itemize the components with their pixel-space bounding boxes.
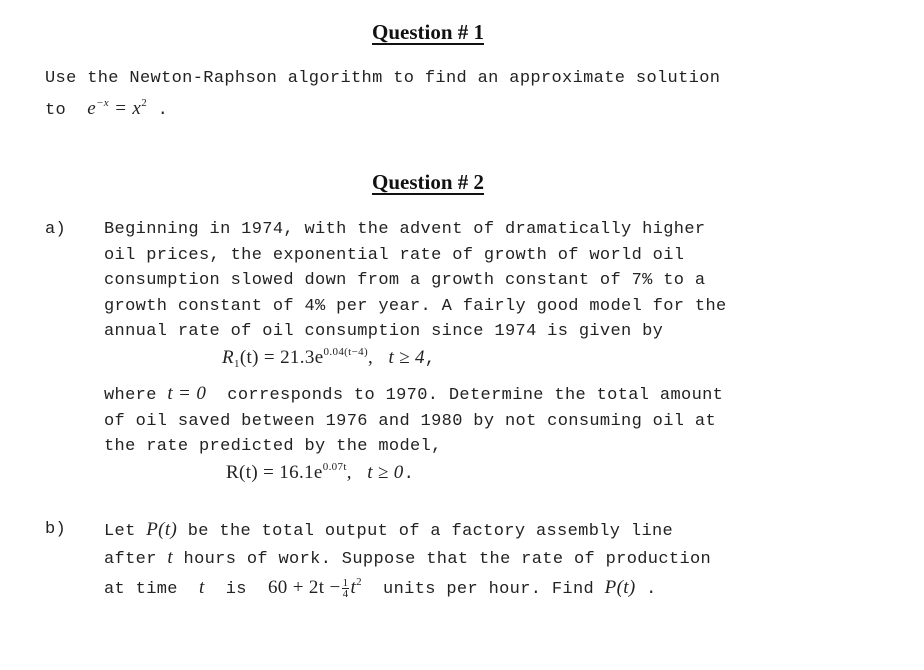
part-b-label: b) [45,520,67,539]
q1-equation: $e^{-x} = x^2$ [87,97,148,119]
question-2-heading: Question # 2 [371,170,484,194]
part-b-line-3: at time t is 60 + 2t − $\frac{1}{4}$ $t^2$ units per hour. Find P(t) . [104,576,657,601]
paragraph-line: growth constant of 4% per year. A fairly good model for the [104,296,727,316]
q1-text-line-1: Use the Newton-Raphson algorithm to find an approximate solution [45,69,721,88]
part-b-line-1: Let P(t) be the total output of a factory assembly line [104,519,674,541]
equation-r: $R(t) = 16.1e^{0.07t}$, t ≥ 0. [226,461,415,484]
equation-r1: $R_1(t) = 21.3e^{0.04(t-4)}$, t ≥ 4, [222,346,436,370]
paragraph-line: annual rate of oil consumption since 1974 is given by [104,322,664,341]
question-1-heading: Question # 1 [371,20,484,44]
paragraph-line: consumption slowed down from a growth constant of 7% to a [104,271,706,290]
rate-equation: 60 + 2t − $\frac{1}{4}$ $t^2$ [267,576,362,601]
q1-text-line-2: to $e^{-x} = x^2$ . [45,97,169,120]
paragraph-line: oil prices, the exponential rate of growth of world oil [104,245,685,265]
paragraph-line: Beginning in 1974, with the advent of dramatically higher [104,220,706,239]
fraction: $\frac{1}{4}$ [342,577,349,601]
paragraph-line: the rate predicted by the model, [104,437,442,456]
part-b-line-2: after t hours of work. Suppose that the rate of production [104,547,712,569]
part-a-paragraph-2: where t = 0 corresponds to 1970. Determine the total amount of oil saved between 1976 and 1980 by not consuming oil at the rate predicted by the model, [104,381,723,460]
part-a-label: a) [45,220,67,239]
paragraph-line: of oil saved between 1976 and 1980 by not consuming oil at [104,411,716,431]
part-a-paragraph-1 [104,217,727,345]
